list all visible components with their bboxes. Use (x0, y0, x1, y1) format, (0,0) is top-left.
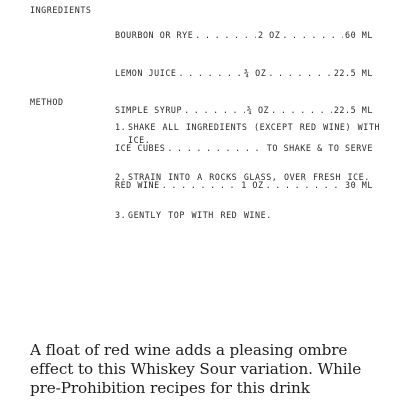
ingredient-metric: 60 ML (345, 30, 373, 40)
ingredient-imperial: ¾ OZ (246, 105, 270, 115)
step-number: 1. (115, 122, 127, 132)
ingredient-metric: 30 ML (345, 180, 373, 190)
step-text: STRAIN INTO A ROCKS GLASS, OVER FRESH ICE. (128, 172, 370, 182)
step-text: SHAKE ALL INGREDIENTS (EXCEPT RED WINE) WITH ICE. (128, 122, 381, 145)
ingredient-imperial: 1 OZ (241, 180, 264, 190)
ingredient-name: ICE CUBES (115, 142, 166, 153)
dot-leader (268, 67, 331, 80)
step-text: GENTLY TOP WITH RED WINE. (128, 209, 272, 220)
ingredient-imperial: ¾ OZ (243, 67, 267, 78)
step-number: 2. (115, 172, 127, 182)
ingredient-imperial: TO SHAKE & TO SERVE (266, 142, 373, 153)
dot-leader (195, 29, 256, 42)
dot-leader (179, 67, 242, 80)
method-step (115, 171, 385, 184)
method-step (115, 209, 385, 222)
ingredients-label: INGREDIENTS (30, 5, 92, 15)
ingredient-name: SIMPLE SYRUP (115, 105, 183, 115)
ingredient-name: LEMON JUICE (115, 67, 177, 78)
step-number: 3. (115, 209, 127, 220)
ingredient-name: BOURBON OR RYE (115, 30, 194, 40)
method-label: METHOD (30, 97, 64, 107)
ingredient-row (115, 29, 373, 42)
method-steps (115, 96, 385, 234)
ingredient-imperial: 2 OZ (257, 30, 281, 40)
ingredient-metric: 22.5 ML (333, 105, 373, 115)
dot-leader (282, 29, 343, 42)
ingredient-name: RED WINE (115, 180, 160, 190)
body-paragraph: A float of red wine adds a pleasing ombre effect to this Whiskey Sour variation. While pre-Prohibition recipes for this drink (30, 341, 362, 397)
ingredient-metric: 22.5 ML (333, 67, 373, 78)
ingredient-row (115, 67, 373, 80)
method-step (115, 121, 385, 146)
